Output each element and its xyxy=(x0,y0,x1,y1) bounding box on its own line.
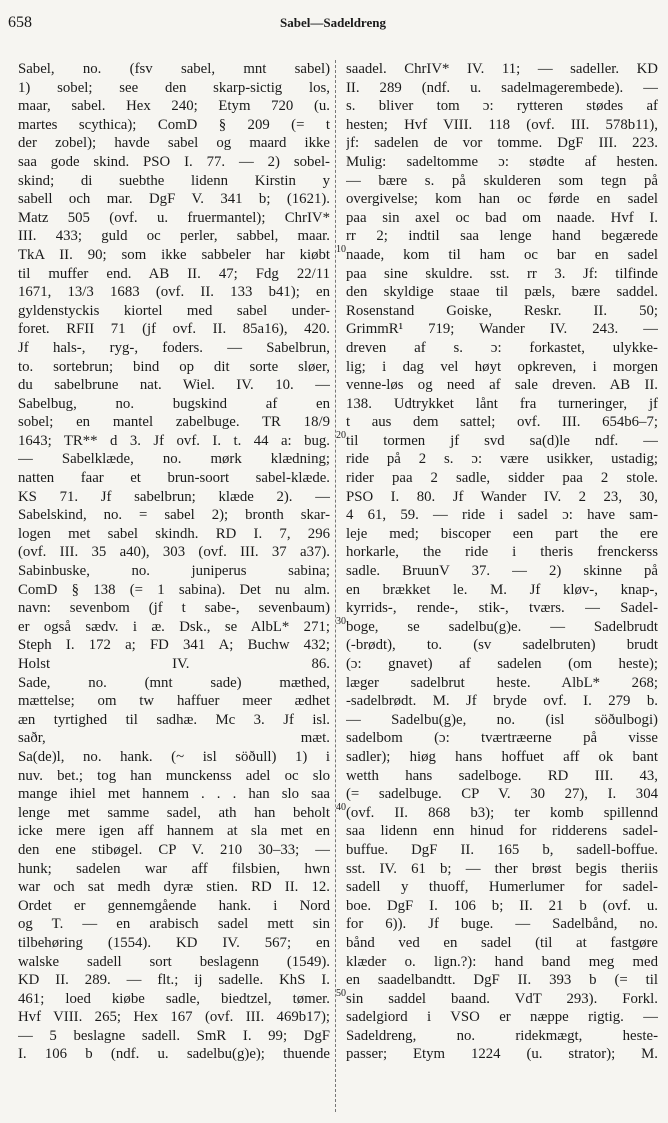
text-line: foret. RFII 71 (jf ovf. II. 85a16), 420. xyxy=(18,321,330,338)
text-line: (-brødt), to. (sv sadelbruten) brudt xyxy=(346,637,658,654)
text-line: GrimmR¹ 719; Wander IV. 243. — xyxy=(346,321,658,338)
text-line: Mulig: sadeltomme ɔ: stødte af hesten. xyxy=(346,153,658,170)
text-line: Sabelskind, no. = sabel 2); bronth skar- xyxy=(18,507,330,524)
text-line: — 5 beslagne sadell. SmR I. 99; DgF xyxy=(18,1027,330,1044)
text-line: mættelse; om tw haffuer meer ædhet xyxy=(18,693,330,710)
text-line: og T. — en arabisch sadel mett sin xyxy=(18,916,330,933)
text-line: boe. DgF I. 106 b; II. 21 b (ovf. u. xyxy=(346,897,658,914)
text-line: wetth hans sadelboge. RD III. 43, xyxy=(346,767,658,784)
text-line: Sabelbug, no. bugskind af en xyxy=(18,395,330,412)
text-line: Sade, no. (mnt sade) mæthed, xyxy=(18,674,330,691)
text-line: martes scythica); ComD § 209 (= t xyxy=(18,116,330,133)
text-line: 1) sobel; see den skarp-sictig los, xyxy=(18,79,330,96)
text-line: mange ihiel met hannem . . . han slo saa xyxy=(18,786,330,803)
text-line: for 6)). Jf buge. — Sadelbånd, no. xyxy=(346,916,658,933)
column-divider xyxy=(335,60,337,1112)
text-line: Jf hals-, ryg-, foders. — Sabelbrun, xyxy=(18,339,330,356)
text-line: 1671, 13/3 1683 (ovf. II. 133 b41); en xyxy=(18,284,330,301)
text-line: I. 106 b (ndf. u. sadelbu(g)e); thuende xyxy=(18,1046,330,1063)
text-line: tilbehøring (1554). KD IV. 567; en xyxy=(18,934,330,951)
text-line: en brækket le. M. Jf kløv-, knap-, xyxy=(346,581,658,598)
text-line: sadelgiord i VSO er næppe rigtig. — xyxy=(346,1009,658,1026)
text-line: den skyldige staae til pæls, bære saddel. xyxy=(346,284,658,301)
text-line: en saadelbandtt. DgF II. 393 b (= til xyxy=(346,972,658,989)
running-title: Sabel—Sadeldreng xyxy=(280,15,386,30)
text-line: TkA II. 90; som ikke sabbeler har kiøbt xyxy=(18,246,330,263)
page-number: 658 xyxy=(8,14,32,31)
text-line: dreven af s. ɔ: forkastet, ulykke- xyxy=(346,339,658,356)
text-line: Sa(de)l, no. hank. (~ isl söðull) 1) i xyxy=(18,748,330,765)
text-line: sabell och mar. DgF V. 341 b; (1621). xyxy=(18,191,330,208)
text-line: Sadeldreng, no. ridekmægt, heste- xyxy=(346,1027,658,1044)
text-line: PSO I. 80. Jf Wander IV. 2 23, 30, xyxy=(346,488,658,505)
text-line: (= sadelbuge. CP V. 30 27), I. 304 xyxy=(346,786,658,803)
text-line: ride på 2 s. ɔ: være usikker, ustadig; xyxy=(346,451,658,468)
text-line: paa sine skuldre. sst. rr 3. Jf: tilfinde xyxy=(346,265,658,282)
text-line: Steph I. 172 a; FD 341 A; Buchw 432; xyxy=(18,637,330,654)
text-line: KD II. 289. — flt.; ij sadelle. KhS I. xyxy=(18,972,330,989)
text-line: skind; di suebthe lidenn Kirstin y xyxy=(18,172,330,189)
text-line: sadler); hiøg hans hoffuet aff ok bant xyxy=(346,748,658,765)
text-line: ComD § 138 (= 1 sabina). Det nu alm. xyxy=(18,581,330,598)
text-line: III. 433; guld oc perler, sabbel, maar. xyxy=(18,228,330,245)
text-line: rr 2; indtil saa lenge hand begærede xyxy=(346,228,658,245)
text-line: Matz 505 (ovf. u. fruermantel); ChrIV* xyxy=(18,209,330,226)
text-line: buffue. DgF II. 165 b, sadell-boffue. xyxy=(346,841,658,858)
text-line: — bære s. på skulderen som tegn på xyxy=(346,172,658,189)
text-line: II. 289 (ndf. u. sadelmagerembede). — xyxy=(346,79,658,96)
line-number-50: 50 xyxy=(336,988,346,999)
text-line: du sabelbrune nat. Wiel. IV. 10. — xyxy=(18,377,330,394)
text-line: sin saddel baand. VdT 293). Forkl. xyxy=(346,990,658,1007)
text-line: saadel. ChrIV* IV. 11; — sadeller. KD xyxy=(346,61,658,77)
text-line: bånd ved en sadel (til at fastgøre xyxy=(346,934,658,951)
text-line: sadelbom (ɔ: tværtræerne på visse xyxy=(346,730,658,747)
text-line: maar, sabel. Hex 240; Etym 720 (u. xyxy=(18,98,330,115)
text-line: lenge met samme sadel, ath han beholt xyxy=(18,804,330,821)
text-line: venne-løs og need af sale dreven. AB II. xyxy=(346,377,658,394)
text-line: overgivelse; kom han oc førde en sadel xyxy=(346,191,658,208)
text-line: sadle. BruunV 37. — 2) skinne på xyxy=(346,563,658,580)
text-line: læger sadelbrut heste. AlbL* 268; xyxy=(346,674,658,691)
text-line: Sabel, no. (fsv sabel, mnt sabel) xyxy=(18,61,330,77)
text-line: til tormen jf svd sa(d)le ndf. — xyxy=(346,432,658,449)
text-line: t aus dem sattel; ovf. III. 654b6–7; xyxy=(346,414,658,431)
text-line: — Sadelbu(g)e, no. (isl söðulbogi) xyxy=(346,711,658,728)
text-line: to. sortebrun; bind op dit sorte sløer, xyxy=(18,358,330,375)
text-line: 1643; TR** d 3. Jf ovf. I. t. 44 a: bug. xyxy=(18,432,330,449)
text-line: nuv. bet.; tog han munckenss adel oc slo xyxy=(18,767,330,784)
text-line: kyrrids-, rende-, stik-, tværs. — Sadel- xyxy=(346,600,658,617)
text-line: KS 71. Jf sabelbrun; klæde 2). — xyxy=(18,488,330,505)
text-line: hesten; Hvf VIII. 118 (ovf. III. 578b11), xyxy=(346,116,658,133)
text-line: icke mere igen aff hannem at sla met en xyxy=(18,823,330,840)
text-line: — Sabelklæde, no. mørk klædning; xyxy=(18,451,330,468)
line-number-40: 40 xyxy=(336,802,346,813)
text-line: saa gode skind. PSO I. 77. — 2) sobel- xyxy=(18,153,330,170)
text-line: æn tyrtighed til sadhæ. Mc 3. Jf isl. xyxy=(18,711,330,728)
left-column xyxy=(18,60,330,1064)
text-line: war och sat medh dyræ stien. RD II. 12. xyxy=(18,879,330,896)
text-line: (ovf. III. 35 a40), 303 (ovf. III. 37 a37). xyxy=(18,544,330,561)
text-line: natten faar et brun-soort sabel-klæde. xyxy=(18,470,330,487)
text-line: saðr, mæt. xyxy=(18,730,330,747)
text-line: passer; Etym 1224 (u. strator); M. xyxy=(346,1046,658,1063)
text-line: sst. IV. 61 b; — ther brøst begis theriis xyxy=(346,860,658,877)
text-line: sobel; en mantel zabelbuge. TR 18/9 xyxy=(18,414,330,431)
text-line: til muffer end. AB II. 47; Fdg 22/11 xyxy=(18,265,330,282)
text-line: 4 61, 59. — ride i sadel ɔ: have sam- xyxy=(346,507,658,524)
text-line: logen met sabel skindh. RD I. 7, 296 xyxy=(18,525,330,542)
text-line: sadell y thuoff, Humerlumer for sadel- xyxy=(346,879,658,896)
text-line: leje med; biscoper een part the ere xyxy=(346,525,658,542)
right-column xyxy=(346,60,658,1064)
text-line: jf: sadelen de vor tomme. DgF III. 223. xyxy=(346,135,658,152)
text-line: naade, kom til ham oc bar en sadel xyxy=(346,246,658,263)
text-line: s. bliver tom ɔ: rytteren stødes af xyxy=(346,98,658,115)
text-line: saa lidenn enn hinud for ridderens sadel- xyxy=(346,823,658,840)
text-line: hunk; sadelen war aff filsbien, hwn xyxy=(18,860,330,877)
text-line: Rosenstand Goiske, Reskr. II. 50; xyxy=(346,302,658,319)
text-line: walske sadell sort beslagenn (1549). xyxy=(18,953,330,970)
text-line: der zobel); havde sabel og maard ikke xyxy=(18,135,330,152)
line-number-10: 10 xyxy=(336,244,346,255)
text-line: Sabinbuske, no. juniperus sabina; xyxy=(18,563,330,580)
text-line: 461; loed kiøbe sadle, biedtzel, tømer. xyxy=(18,990,330,1007)
text-line: horkarle, the ride i theris frenckerss xyxy=(346,544,658,561)
text-line: Hvf VIII. 265; Hex 167 (ovf. III. 469b17); xyxy=(18,1009,330,1026)
line-number-20: 20 xyxy=(336,430,346,441)
text-line: gyldenstyckis kiortel med sabel under- xyxy=(18,302,330,319)
text-line: lig; i dag vel høyt opkreven, i morgen xyxy=(346,358,658,375)
text-line: -sadelbrødt. M. Jf bryde ovf. I. 279 b. xyxy=(346,693,658,710)
page-header xyxy=(8,14,658,36)
text-line: rider paa 2 sadle, sidder paa 2 stole. xyxy=(346,470,658,487)
text-line: (ovf. II. 868 b3); ter komb spillennd xyxy=(346,804,658,821)
text-line: paa sin axel oc bad om naade. Hvf I. xyxy=(346,209,658,226)
text-line: klæder o. lign.?): hand band meg med xyxy=(346,953,658,970)
text-line: 138. Udtrykket lånt fra turneringer, jf xyxy=(346,395,658,412)
text-line: navn: sevenbom (jf t sabe-, sevenbaum) xyxy=(18,600,330,617)
text-line: boge, se sadelbu(g)e. — Sadelbrudt xyxy=(346,618,658,635)
text-line: den ene stibøgel. CP V. 210 30–33; — xyxy=(18,841,330,858)
text-line: (ɔ: gnavet) af sadelen (om heste); xyxy=(346,656,658,672)
text-line: Ordet er gennemgående hank. i Nord xyxy=(18,897,330,914)
text-line: er også sædv. i æ. Dsk., se AlbL* 271; xyxy=(18,618,330,635)
line-number-30: 30 xyxy=(336,616,346,627)
text-line: Holst IV. 86. xyxy=(18,656,330,672)
